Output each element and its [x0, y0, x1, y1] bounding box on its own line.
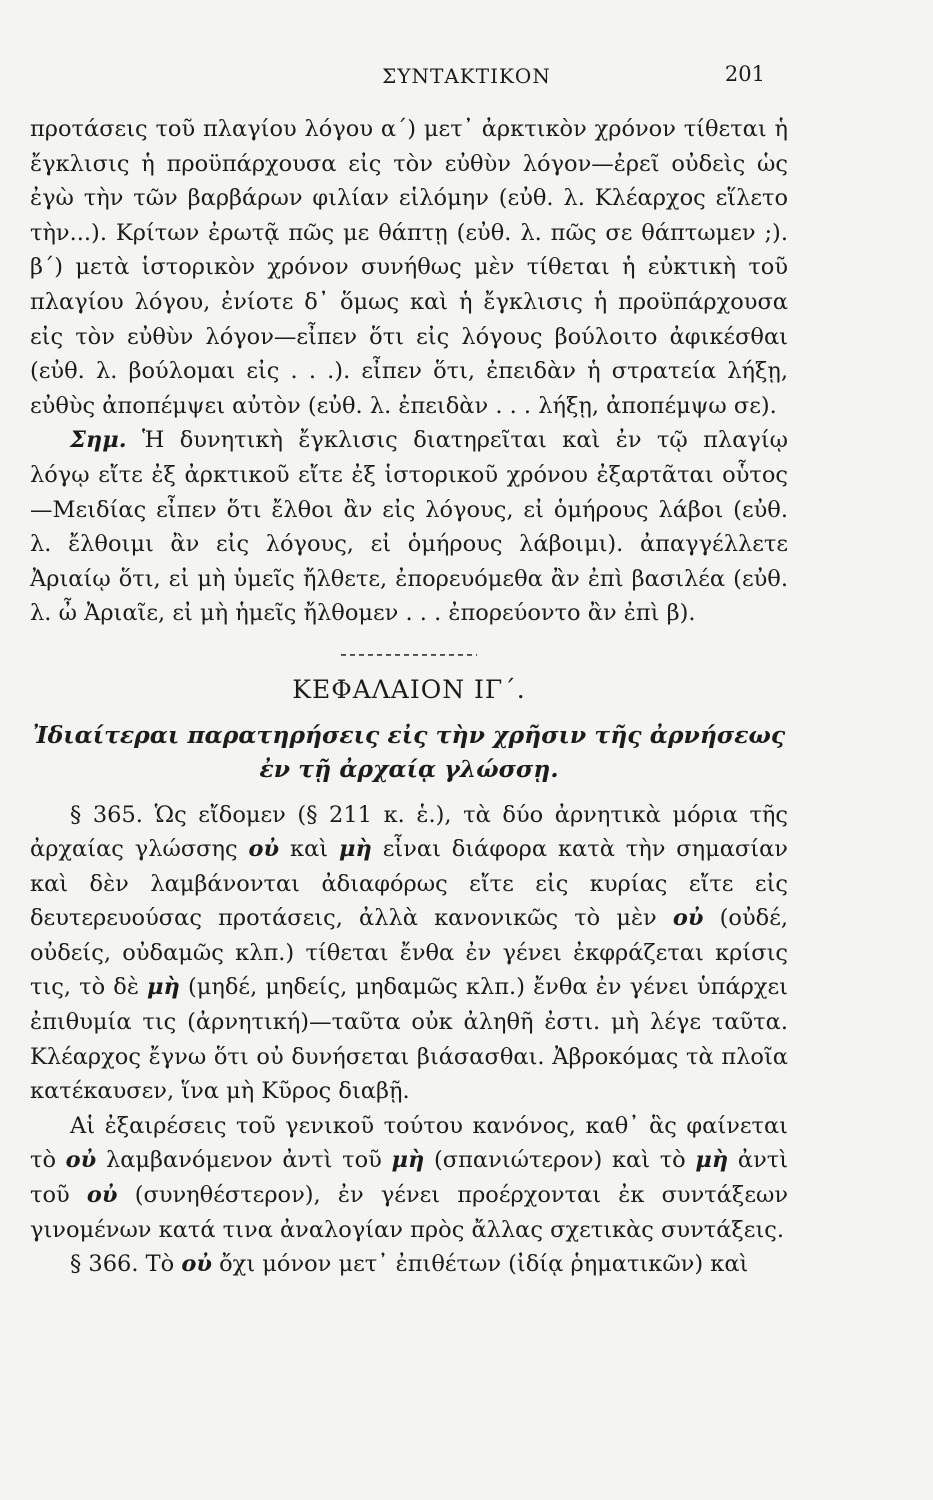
- body-text: [30, 112, 788, 1282]
- text-run: (μηδέ, μηδείς, μηδαμῶς κλπ.) ἔνθα ἐν γένει ὑπάρχει ἐπιθυμία τις (ἀρνητική)—ταῦτα οὐκ ἀληθῆ ἐστι. μὴ λέγε ταῦτα. Κλέαρχος ἔγνω ὅτι οὐ δυνήσεται βιάσασθαι. Ἀβροκόμας τὰ πλοῖα κατέκαυσεν, ἵνα μὴ Κῦρος διαβῇ.: [30, 974, 789, 1105]
- chapter-subtitle: [30, 718, 788, 786]
- note-paragraph: [30, 423, 788, 631]
- emphasis-ou: οὐ: [248, 836, 280, 863]
- text-run: καὶ: [279, 836, 340, 863]
- page-header: [0, 58, 933, 98]
- text-run: (οὐδέ, οὐδείς, οὐδαμῶς κλπ.) τίθεται ἔνθα ἐν γένει ἐκφράζεται κρίσις τις, τὸ δὲ: [30, 905, 789, 1001]
- text-run: § 365. Ὡς εἴδομεν (§ 211 κ. ἑ.), τὰ δύο ἀρνητικὰ μόρια τῆς ἀρχαίας γλώσσης: [30, 801, 788, 863]
- section-divider: [341, 651, 477, 659]
- chapter-subtitle-line1: Ἰδιαίτεραι παρατηρήσεις εἰς τὴν χρῆσιν τῆς ἀρνήσεως: [32, 720, 786, 749]
- emphasis-me: μὴ: [147, 974, 180, 1001]
- note-label: Σημ.: [70, 427, 127, 454]
- emphasis-ou: οὐ: [86, 1182, 118, 1209]
- emphasis-ou: οὐ: [65, 1147, 97, 1174]
- text-run: (σπανιώτερον) καὶ τὸ: [424, 1147, 696, 1174]
- emphasis-ou: οὐ: [181, 1251, 212, 1278]
- section-366-paragraph: [30, 1247, 788, 1282]
- text-run: Αἱ ἐξαιρέσεις τοῦ γενικοῦ τούτου κανόνος, καθ᾽ ἃς φαίνεται τὸ: [30, 1112, 788, 1174]
- text-run: ὄχι μόνον μετ᾽ ἐπιθέτων (ἰδίᾳ ῥηματικῶν) καὶ: [211, 1251, 749, 1278]
- text-run: λαμβανόμενον ἀντὶ τοῦ: [96, 1147, 392, 1174]
- emphasis-me: μὴ: [695, 1147, 729, 1174]
- chapter-title: ΚΕΦΑΛΑΙΟΝ ΙΓ΄.: [292, 674, 526, 704]
- emphasis-ou: οὐ: [672, 905, 704, 932]
- page-number: 201: [724, 62, 765, 86]
- text-run: ἀντὶ τοῦ: [30, 1147, 789, 1209]
- note-text: Ἡ δυνητικὴ ἔγκλισις διατηρεῖται καὶ ἐν τῷ πλαγίῳ λόγῳ εἴτε ἐξ ἀρκτικοῦ εἴτε ἐξ ἱστορικοῦ χρόνου ἐξαρτᾶται οὗτος—Μειδίας εἶπεν ὅτι ἔλθοι ἂν εἰς λόγους, εἰ ὁμήρους λάβοι (εὐθ. λ. ἔλθοιμι ἂν εἰς λόγους, εἰ ὁμήρους λάβοιμι). ἀπαγγέλλετε Ἀριαίῳ ὅτι, εἰ μὴ ὑμεῖς ἤλθετε, ἐπορευόμεθα ἂν ἐπὶ βασιλέα (εὐθ. λ. ὦ Ἀριαῖε, εἰ μὴ ἡμεῖς ἤλθομεν . . . ἐπορεύοντο ἂν ἐπὶ β).: [30, 427, 788, 627]
- emphasis-me: μὴ: [339, 836, 372, 863]
- running-head: ΣΥΝΤΑΚΤΙΚΟΝ: [382, 64, 551, 88]
- continuation-paragraph: προτάσεις τοῦ πλαγίου λόγου α΄) μετ᾽ ἀρκτικὸν χρόνον τίθεται ἡ ἔγκλισις ἡ προϋπάρχουσα εἰς τὸν εὐθὺν λόγον—ἐρεῖ οὐδεὶς ὡς ἐγὼ τὴν τῶν βαρβάρων φιλίαν εἱλόμην (εὐθ. λ. Κλέαρχος εἵλετο τὴν...). Κρίτων ἐρωτᾷ πῶς με θάπτῃ (εὐθ. λ. πῶς σε θάπτωμεν ;). β΄) μετὰ ἱστορικὸν χρόνον συνήθως μὲν τίθεται ἡ εὐκτικὴ τοῦ πλαγίου λόγου, ἐνίοτε δ᾽ ὅμως καὶ ἡ ἔγκλισις ἡ προϋπάρχουσα εἰς τὸν εὐθὺν λόγον—εἶπεν ὅτι εἰς λόγους βούλοιτο ἀφικέσθαι (εὐθ. λ. βούλομαι εἰς . . .). εἶπεν ὅτι, ἐπειδὰν ἡ στρατεία λήξῃ, εὐθὺς ἀποπέμψει αὐτὸν (εὐθ. λ. ἐπειδὰν . . . λήξῃ, ἀποπέμψω σε).: [30, 116, 788, 419]
- exceptions-paragraph: [30, 1109, 788, 1247]
- text-run: εἶναι διάφορα κατὰ τὴν σημασίαν καὶ δὲν λαμβάνονται ἀδιαφόρως εἴτε εἰς κυρίας εἴτε εἰς δευτερευούσας προτάσεις, ἀλλὰ κανονικῶς τὸ μὲν: [30, 836, 788, 932]
- text-run: § 366. Τὸ: [70, 1251, 182, 1278]
- emphasis-me: μὴ: [391, 1147, 425, 1174]
- chapter-subtitle-line2: ἐν τῇ ἀρχαίᾳ γλώσσῃ.: [259, 754, 559, 783]
- section-365-paragraph: [30, 798, 788, 1109]
- text-run: (συνηθέστερον), ἐν γένει προέρχονται ἐκ συντάξεων γινομένων κατά τινα ἀναλογίαν πρὸς ἄλλας σχετικὰς συντάξεις.: [30, 1182, 789, 1243]
